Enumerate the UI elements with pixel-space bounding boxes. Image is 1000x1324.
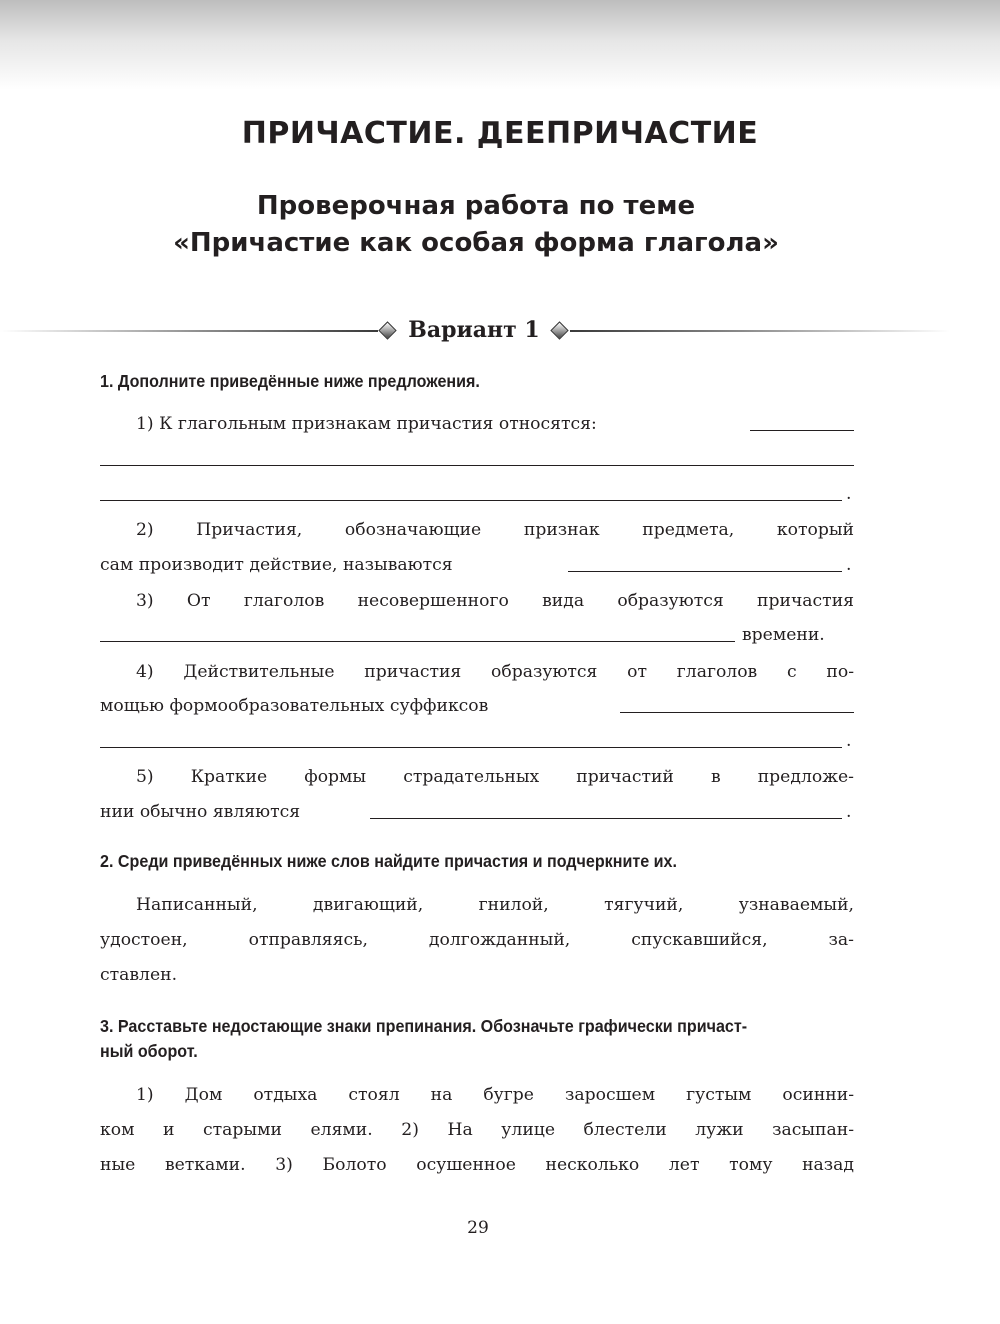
answer-line[interactable] <box>100 465 854 466</box>
work-title-line2: «Причастие как особая форма глагола» <box>173 228 779 258</box>
variant-rule-left <box>0 330 378 332</box>
task1-item3-line1: 3) От глаголов несовершенного вида образуются причастия <box>136 591 854 611</box>
task3-line1: 1) Дом отдыха стоял на бугре заросшем густым осинни- <box>136 1085 854 1105</box>
period: . <box>846 555 852 575</box>
task1-item1: 1) К глагольным признакам причастия относятся: <box>136 414 597 434</box>
variant-header <box>0 314 1000 348</box>
task1-item2-line1: 2) Причастия, обозначающие признак предмета, который <box>136 520 854 540</box>
task1-item3-line2: времени. <box>742 625 825 645</box>
task2-heading: 2. Среди приведённых ниже слов найдите причастия и подчеркните их. <box>100 851 677 871</box>
task3-heading-line2: ный оборот. <box>100 1041 198 1061</box>
answer-line[interactable] <box>100 641 735 642</box>
task3-line3: ные ветками. 3) Болото осушенное несколько лет тому назад <box>100 1155 854 1175</box>
diamond-ornament-left-icon <box>378 321 396 339</box>
period: . <box>846 731 852 751</box>
period: . <box>846 484 852 504</box>
task2-line2: удостоен, отправляясь, долгожданный, спускавшийся, за- <box>100 930 854 950</box>
task1-heading: 1. Дополните приведённые ниже предложения. <box>100 371 480 391</box>
answer-line[interactable] <box>100 500 842 501</box>
page-top-shading <box>0 0 1000 90</box>
task1-item2-line2: сам производит действие, называются <box>100 555 453 575</box>
answer-line[interactable] <box>370 818 842 819</box>
task1-item4-line2: мощью формообразовательных суффиксов <box>100 696 489 716</box>
task3-heading-line1: 3. Расставьте недостающие знаки препинания. Обозначьте графически причаст- <box>100 1016 748 1036</box>
task1-item5-line2: нии обычно являются <box>100 802 301 822</box>
variant-label: Вариант 1 <box>408 317 540 343</box>
section-title: ПРИЧАСТИЕ. ДЕЕПРИЧАСТИЕ <box>241 116 759 151</box>
answer-line[interactable] <box>750 430 854 431</box>
task2-line1: Написанный, двигающий, гнилой, тягучий, узнаваемый, <box>136 895 854 915</box>
task2-line3: ставлен. <box>100 965 178 985</box>
task1-item4-line1: 4) Действительные причастия образуются от глаголов с по- <box>136 662 854 682</box>
work-title <box>0 188 952 262</box>
variant-rule-right <box>570 330 950 332</box>
task3-line2: ком и старыми елями. 2) На улице блестели лужи засыпан- <box>100 1120 854 1140</box>
answer-line[interactable] <box>568 571 842 572</box>
answer-line[interactable] <box>100 747 842 748</box>
page-number: 29 <box>467 1218 489 1238</box>
task1-item5-line1: 5) Краткие формы страдательных причастий в предложе- <box>136 767 854 787</box>
period: . <box>846 802 852 822</box>
diamond-ornament-right-icon <box>550 321 568 339</box>
work-title-line1: Проверочная работа по теме <box>256 191 696 221</box>
answer-line[interactable] <box>620 712 854 713</box>
